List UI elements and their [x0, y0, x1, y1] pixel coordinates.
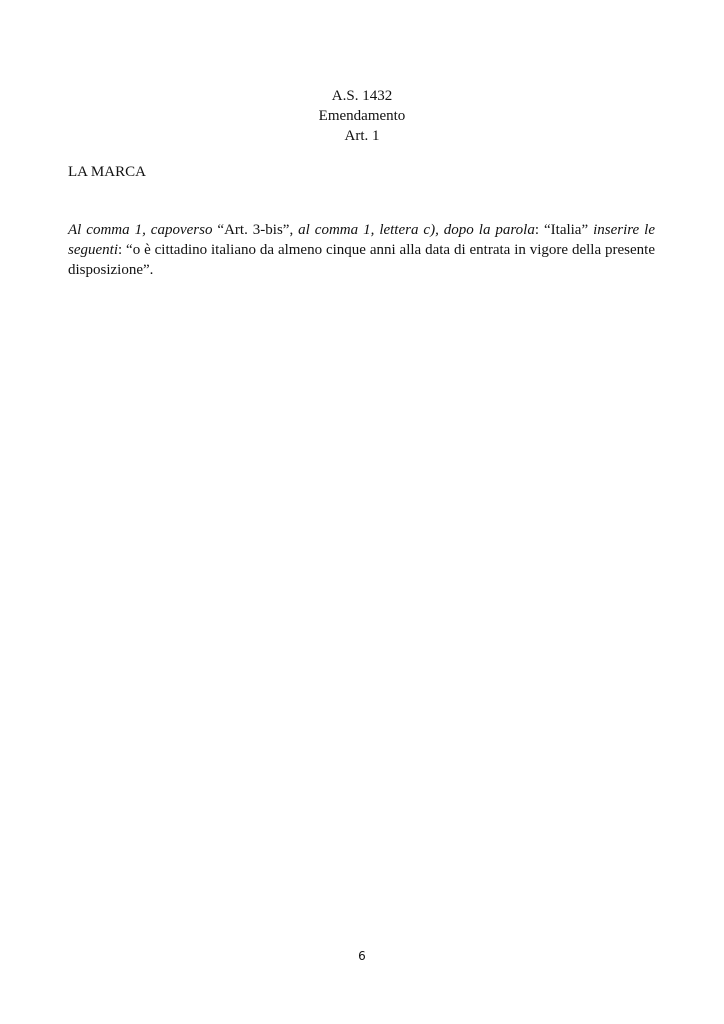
- document-header: [0, 86, 724, 146]
- amendment-text-part1: Al comma 1, capoverso: [68, 222, 213, 238]
- page-number: 6: [358, 949, 366, 963]
- amendment-text-part5: inserire le seguenti: [68, 222, 655, 258]
- article-reference: Art. 1: [344, 128, 380, 144]
- amendment-text-part6: : “o è cittadino italiano da almeno cinque anni alla data di entrata in vigore della presente disposizione”.: [68, 242, 655, 278]
- bill-number: A.S. 1432: [331, 88, 393, 104]
- amendment-text-part2: “Art. 3-bis”,: [212, 222, 299, 238]
- amendment-author: LA MARCA: [68, 164, 146, 180]
- amendment-text-part4: : “Italia”: [534, 222, 594, 238]
- document-type: Emendamento: [318, 108, 406, 124]
- amendment-text-part3: al comma 1, lettera c), dopo la parola: [298, 222, 535, 238]
- amendment-text: [68, 220, 655, 280]
